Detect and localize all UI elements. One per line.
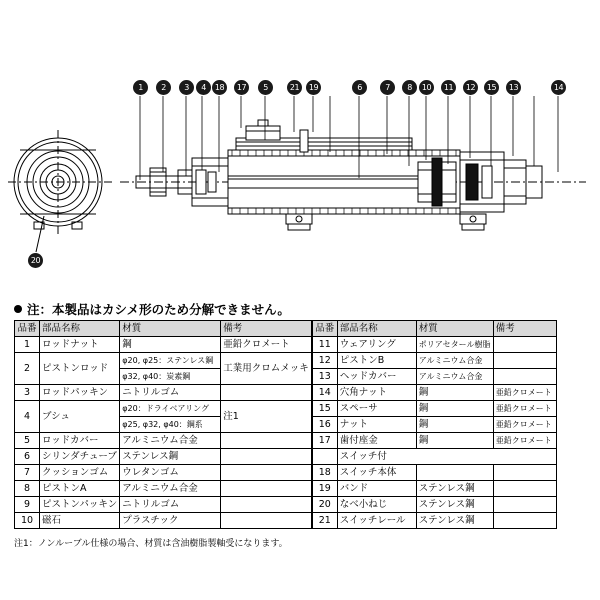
cell-material-line1: φ20, φ25：ステンレス鋼 bbox=[120, 353, 221, 369]
callout-15: 15 bbox=[484, 80, 499, 95]
cell-material: ポリアセタール樹脂 bbox=[416, 337, 493, 353]
table-row bbox=[15, 449, 312, 465]
callout-21: 21 bbox=[287, 80, 302, 95]
table-row bbox=[15, 513, 312, 529]
cell-remark bbox=[493, 353, 556, 369]
cell-remark bbox=[493, 369, 556, 385]
table-row bbox=[312, 465, 556, 481]
cell-remark bbox=[493, 481, 556, 497]
cell-material: ニトリルゴム bbox=[120, 497, 221, 513]
cell-no: 1 bbox=[15, 337, 40, 353]
table-row bbox=[15, 401, 312, 417]
table-row bbox=[312, 497, 556, 513]
cell-name: ヘッドカバー bbox=[337, 369, 416, 385]
callout-14: 14 bbox=[551, 80, 566, 95]
cell-material: アルミニウム合金 bbox=[120, 433, 221, 449]
cell-name: ピストンB bbox=[337, 353, 416, 369]
cell-material: アルミニウム合金 bbox=[416, 369, 493, 385]
table-row bbox=[312, 337, 556, 353]
cell-remark bbox=[221, 513, 312, 529]
cell-remark bbox=[221, 465, 312, 481]
table-row bbox=[312, 417, 556, 433]
cell-name: ピストンパッキン bbox=[40, 497, 120, 513]
col-name: 部品名称 bbox=[40, 321, 120, 337]
cell-name: なべ小ねじ bbox=[337, 497, 416, 513]
table-row bbox=[312, 481, 556, 497]
cell-no: 5 bbox=[15, 433, 40, 449]
cell-remark bbox=[493, 497, 556, 513]
table-row bbox=[15, 433, 312, 449]
diagram-drawing bbox=[0, 0, 600, 292]
cell-material: ステンレス鋼 bbox=[120, 449, 221, 465]
cell-material: 鋼 bbox=[120, 337, 221, 353]
parts-table-right bbox=[312, 320, 557, 529]
col-remark: 備考 bbox=[221, 321, 312, 337]
table-row bbox=[312, 433, 556, 449]
parts-tables bbox=[14, 320, 586, 529]
cell-name: スイッチ本体 bbox=[337, 465, 416, 481]
callout-11: 11 bbox=[441, 80, 456, 95]
cell-name: クッションゴム bbox=[40, 465, 120, 481]
cell-name: スイッチレール bbox=[337, 513, 416, 529]
callout-7: 7 bbox=[380, 80, 395, 95]
cell-no: 12 bbox=[312, 353, 337, 369]
cell-no: 2 bbox=[15, 353, 40, 385]
callout-19: 19 bbox=[306, 80, 321, 95]
cell-material: 鋼 bbox=[416, 385, 493, 401]
cell-remark bbox=[493, 337, 556, 353]
cell-remark bbox=[493, 513, 556, 529]
table-header-row bbox=[312, 321, 556, 337]
cell-no bbox=[312, 449, 337, 465]
table-row bbox=[15, 353, 312, 369]
cell-name: 穴角ナット bbox=[337, 385, 416, 401]
cell-material: ニトリルゴム bbox=[120, 385, 221, 401]
cell-remark: 亜鉛クロメート bbox=[493, 401, 556, 417]
callout-3: 3 bbox=[179, 80, 194, 95]
table-row bbox=[312, 385, 556, 401]
table-row bbox=[15, 481, 312, 497]
cell-name: ブシュ bbox=[40, 401, 120, 433]
cell-material: プラスチック bbox=[120, 513, 221, 529]
callout-5: 5 bbox=[258, 80, 273, 95]
bullet-icon bbox=[14, 305, 22, 313]
cell-no: 18 bbox=[312, 465, 337, 481]
cell-no: 17 bbox=[312, 433, 337, 449]
table-row bbox=[312, 369, 556, 385]
col-name: 部品名称 bbox=[337, 321, 416, 337]
cell-name: ウェアリング bbox=[337, 337, 416, 353]
cell-material: ステンレス鋼 bbox=[416, 481, 493, 497]
cell-material bbox=[416, 465, 493, 481]
cell-remark: 亜鉛クロメート bbox=[221, 337, 312, 353]
col-no: 品番 bbox=[312, 321, 337, 337]
cell-name: ロッドカバー bbox=[40, 433, 120, 449]
cell-material: ステンレス鋼 bbox=[416, 497, 493, 513]
callout-17: 17 bbox=[234, 80, 249, 95]
cell-remark: 亜鉛クロメート bbox=[493, 417, 556, 433]
cell-remark: 注1 bbox=[221, 401, 312, 433]
cell-no: 13 bbox=[312, 369, 337, 385]
callout-13: 13 bbox=[506, 80, 521, 95]
cell-remark bbox=[221, 433, 312, 449]
cell-name: シリンダチューブ bbox=[40, 449, 120, 465]
cell-name: ロッドナット bbox=[40, 337, 120, 353]
table-row bbox=[15, 337, 312, 353]
cell-no: 3 bbox=[15, 385, 40, 401]
table-header-row bbox=[15, 321, 312, 337]
cell-remark bbox=[221, 385, 312, 401]
col-material: 材質 bbox=[416, 321, 493, 337]
parts-table-left bbox=[14, 320, 312, 529]
cell-material: 鋼 bbox=[416, 417, 493, 433]
cell-remark bbox=[221, 497, 312, 513]
callout-10: 10 bbox=[419, 80, 434, 95]
cell-name: ピストンロッド bbox=[40, 353, 120, 385]
cell-material-line2: φ25, φ32, φ40：鋼系 bbox=[120, 417, 221, 433]
table-row bbox=[312, 401, 556, 417]
cell-no: 20 bbox=[312, 497, 337, 513]
table-row bbox=[15, 465, 312, 481]
cell-name: ナット bbox=[337, 417, 416, 433]
cell-material: 鋼 bbox=[416, 401, 493, 417]
cell-remark: 亜鉛クロメート bbox=[493, 385, 556, 401]
cell-no: 16 bbox=[312, 417, 337, 433]
table-row bbox=[312, 353, 556, 369]
cell-name: スペーサ bbox=[337, 401, 416, 417]
cell-name: ロッドパッキン bbox=[40, 385, 120, 401]
cell-no: 14 bbox=[312, 385, 337, 401]
cell-remark bbox=[221, 449, 312, 465]
cell-no: 6 bbox=[15, 449, 40, 465]
cell-no: 21 bbox=[312, 513, 337, 529]
cell-no: 8 bbox=[15, 481, 40, 497]
cell-name: ピストンA bbox=[40, 481, 120, 497]
cell-material: アルミニウム合金 bbox=[120, 481, 221, 497]
table-row bbox=[15, 385, 312, 401]
callout-12: 12 bbox=[463, 80, 478, 95]
cell-name: 歯付座金 bbox=[337, 433, 416, 449]
col-material: 材質 bbox=[120, 321, 221, 337]
assembly-note-text: 注：本製品はカシメ形のため分解できません。 bbox=[27, 302, 290, 317]
callout-4: 4 bbox=[196, 80, 211, 95]
cell-switch-group: スイッチ付 bbox=[337, 449, 556, 465]
callout-6: 6 bbox=[352, 80, 367, 95]
table-row bbox=[15, 497, 312, 513]
cell-name: バンド bbox=[337, 481, 416, 497]
cell-material: 鋼 bbox=[416, 433, 493, 449]
cell-no: 7 bbox=[15, 465, 40, 481]
footnote: 注1：ノンルーブル仕様の場合、材質は含油樹脂製軸受になります。 bbox=[14, 539, 288, 549]
cell-material-line2: φ32, φ40：炭素鋼 bbox=[120, 369, 221, 385]
callout-1: 1 bbox=[133, 80, 148, 95]
cell-no: 10 bbox=[15, 513, 40, 529]
cell-no: 4 bbox=[15, 401, 40, 433]
cell-material: アルミニウム合金 bbox=[416, 353, 493, 369]
callout-18: 18 bbox=[212, 80, 227, 95]
cell-remark bbox=[493, 465, 556, 481]
cell-material-line1: φ20：ドライベアリング bbox=[120, 401, 221, 417]
assembly-note bbox=[14, 300, 290, 318]
cylinder-assembly-diagram bbox=[0, 0, 600, 292]
callout-20: 20 bbox=[28, 253, 43, 268]
cell-material: ウレタンゴム bbox=[120, 465, 221, 481]
cell-name: 磁石 bbox=[40, 513, 120, 529]
table-row-switch-group bbox=[312, 449, 556, 465]
cell-no: 15 bbox=[312, 401, 337, 417]
table-row bbox=[312, 513, 556, 529]
callout-2: 2 bbox=[156, 80, 171, 95]
cell-no: 11 bbox=[312, 337, 337, 353]
cell-no: 9 bbox=[15, 497, 40, 513]
col-no: 品番 bbox=[15, 321, 40, 337]
col-remark: 備考 bbox=[493, 321, 556, 337]
callout-8: 8 bbox=[402, 80, 417, 95]
cell-material: ステンレス鋼 bbox=[416, 513, 493, 529]
cell-remark: 工業用クロムメッキ bbox=[221, 353, 312, 385]
cell-remark bbox=[221, 481, 312, 497]
cell-no: 19 bbox=[312, 481, 337, 497]
cell-remark: 亜鉛クロメート bbox=[493, 433, 556, 449]
